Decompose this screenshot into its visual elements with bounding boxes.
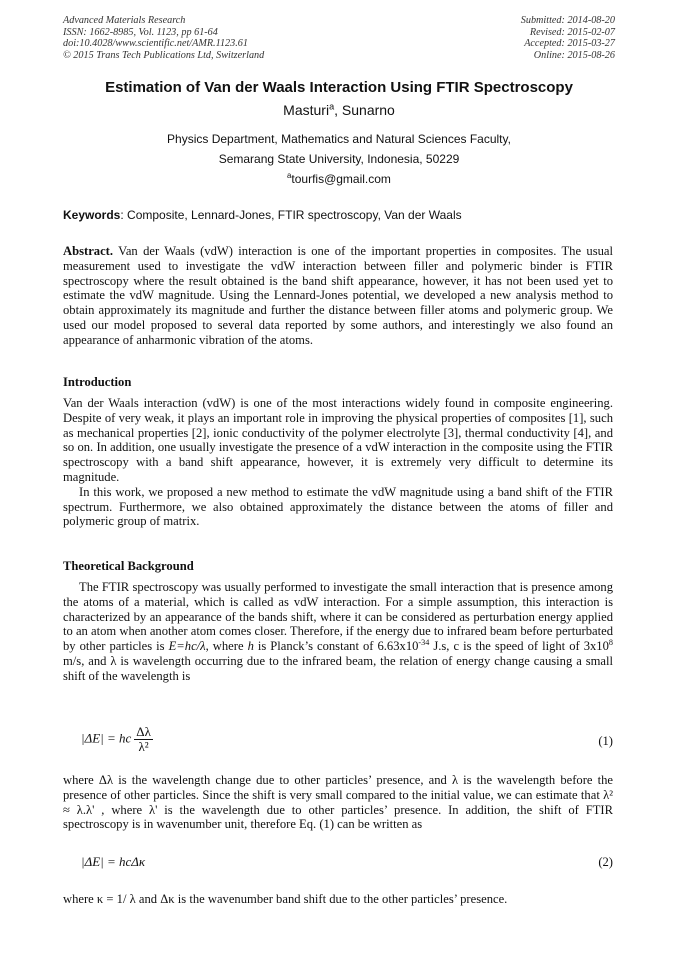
submitted-date: Submitted: 2014-08-20 <box>520 15 615 26</box>
light-speed-exponent: 8 <box>608 638 613 647</box>
theory-p1-text-a: The FTIR spectroscopy was usually performed to investigate the small interaction that is presence among the atoms of a material, which is called as vdW interaction. For a simple assumption, this interaction is characterized by an appearance of the bands shift, where it can be considered as perturbation energy applied to an atom when another atom comes closer. Therefore, if the energy due to infrared beam before perturbated by other particles is <box>63 580 613 654</box>
affiliation-line-1: Physics Department, Mathematics and Natural Sciences Faculty, <box>167 132 511 146</box>
equation-1-numerator: Δλ <box>136 724 151 739</box>
planck-exponent: -34 <box>418 638 430 647</box>
theory-paragraph-2: where Δλ is the wavelength change due to other particles’ presence, and λ is the wavelength before the presence of other particles. Since the shift is very small compared to the initial value, we can estimate that λ² ≈ λ.λ' , where λ' is the wavelength due to other particles’ presence. In addition, the shift of FTIR spectroscopy is in wavenumber unit, therefore Eq. (1) can be written as <box>63 773 613 832</box>
equation-1-lhs: |ΔE| = hc <box>81 730 132 746</box>
planck-symbol: h <box>247 639 254 654</box>
equation-2-expression: |ΔE| = hcΔκ <box>81 854 146 869</box>
accepted-date: Accepted: 2015-03-27 <box>524 38 615 49</box>
email-line <box>0 172 678 186</box>
theory-heading: Theoretical Background <box>63 559 194 573</box>
equation-1-fraction <box>134 725 153 754</box>
equation-1-expression <box>81 725 153 754</box>
revised-date: Revised: 2015-02-07 <box>529 26 615 38</box>
theory-paragraph-1 <box>63 580 613 684</box>
affiliation-line-2: Semarang State University, Indonesia, 50229 <box>218 152 460 166</box>
online-date: Online: 2015-08-26 <box>533 49 615 61</box>
paper-title: Estimation of Van der Waals Interaction Using FTIR Spectroscopy <box>105 79 573 96</box>
equation-1 <box>63 725 613 765</box>
keywords-label: Keywords <box>63 208 121 222</box>
theory-p1-text-b: , where <box>205 639 248 654</box>
theory-paragraph-3: where κ = 1/ λ and Δκ is the wavenumber band shift due to the other particles’ presence. <box>63 892 508 906</box>
theory-p1-text-d: J.s, c is the speed of light of 3x10 <box>429 639 609 654</box>
introduction-body <box>63 396 613 529</box>
abstract <box>63 244 613 348</box>
equation-1-number: (1) <box>598 734 613 748</box>
issn: ISSN: 1662-8985, Vol. 1123, pp 61-64 <box>63 26 218 38</box>
abstract-text: Van der Waals (vdW) interaction is one of the important properties in composites. The usual measurement used to investigate the vdW interaction between filler and polymeric binder is FTIR spectroscopy where the result obtained is the band shift appearance, however, it has not been used yet to estimate the vdW magnitude. Using the Lennard-Jones potential, we developed a new analysis method to obtain approximately its magnitude and further the distance between filler atoms and polymeric group. We used our model proposed to several data reported by some authors, and interestingly we also found an appearance of anharmonic vibration of the atoms. <box>63 244 613 347</box>
email-affil-mark: a <box>287 171 292 180</box>
author-1: Masturi <box>283 102 330 118</box>
copyright: © 2015 Trans Tech Publications Ltd, Switzerland <box>63 49 265 61</box>
introduction-paragraph-2: In this work, we proposed a new method to estimate the vdW magnitude using a band shift of the FTIR spectrum. Furthermore, we also obtained approximately the distance between the atoms of filler and polymeric group of matrix. <box>63 484 613 529</box>
authors <box>0 102 678 118</box>
journal-info <box>63 15 264 61</box>
author-2: , Sunarno <box>334 102 395 118</box>
equation-2 <box>63 854 613 874</box>
keywords-text: : Composite, Lennard-Jones, FTIR spectroscopy, Van der Waals <box>120 208 462 222</box>
author-email[interactable]: tourfis@gmail.com <box>291 172 391 186</box>
abstract-label: Abstract. <box>63 244 114 258</box>
introduction-heading: Introduction <box>63 375 132 389</box>
equation-2-number: (2) <box>598 855 613 869</box>
journal-name: Advanced Materials Research <box>63 15 186 26</box>
publication-dates <box>521 15 615 61</box>
theory-p1-text-e: m/s, and λ is wavelength occurring due to the infrared beam, the relation of energy change causing a small shift of the wavelength is <box>63 653 613 683</box>
equation-1-denominator: λ² <box>138 739 149 754</box>
keywords <box>63 208 462 222</box>
author-1-affil-mark: a <box>329 101 335 112</box>
introduction-paragraph-1: Van der Waals interaction (vdW) is one of the most interactions widely found in composite engineering. Despite of very weak, it plays an important role in improving the physical properties of composites [1], such as mechanical properties [2], ionic conductivity of the polymer electrolyte [3], thermal conductivity [4], and so on. In addition, one usually investigate the presence of a vdW interaction in the composite using the FTIR spectroscopy with a band shift appearance, however, it is extremely very difficult to determine its magnitude. <box>63 396 613 484</box>
doi: doi:10.4028/www.scientific.net/AMR.1123.61 <box>63 38 248 49</box>
energy-formula: E=hc/λ <box>168 639 206 654</box>
theory-p1-text-c: is Planck’s constant of 6.63x10 <box>253 639 419 654</box>
